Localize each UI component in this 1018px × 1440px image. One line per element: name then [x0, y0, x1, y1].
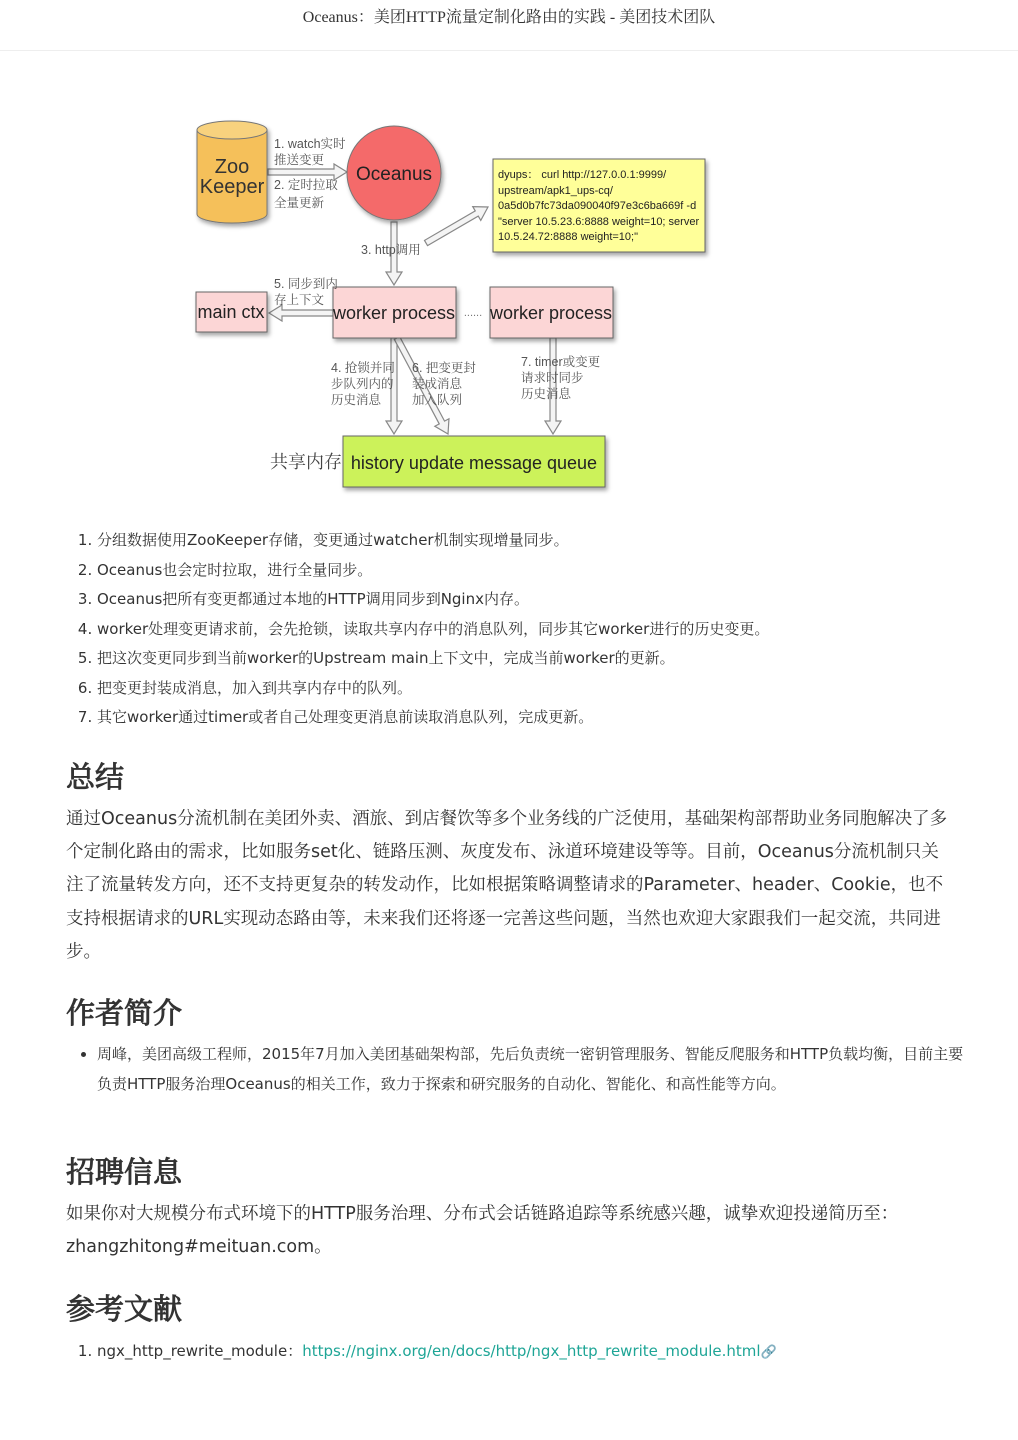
step-label: 历史消息	[521, 387, 572, 401]
worker-process-label: worker process	[489, 303, 613, 323]
architecture-diagram	[190, 110, 830, 500]
zookeeper-label: Keeper	[199, 176, 265, 198]
step-label: 装成消息	[412, 377, 463, 391]
step-label: 推送变更	[274, 153, 325, 167]
page-title: Oceanus：美团HTTP流量定制化路由的实践 - 美团技术团队	[302, 9, 716, 26]
step-label: 3. http调用	[361, 243, 421, 257]
reference-label: ngx_http_rewrite_module：	[97, 1342, 303, 1360]
author-list	[66, 1040, 977, 1099]
step-label: 2. 定时拉取	[274, 178, 338, 192]
summary-paragraph: 通过Oceanus分流机制在美团外卖、酒旅、到店餐饮等多个业务线的广泛使用，基础架构部帮助业务同胞解决了多个定制化路由的需求，比如服务set化、链路压测、灰度发布、泳道环境建设等等。目前，Oceanus分流机制只关注了流量转发方向，还不支持更复杂的转发动作，比如根据策略调整请求的Parameter、header、Cookie，也不支持根据请求的URL实现动态路由等，未来我们还将逐一完善这些问题，当然也欢迎大家跟我们一起交流，共同进步。	[66, 809, 948, 962]
dyups-line: 10.5.24.72:8888 weight=10;"	[498, 231, 638, 243]
worker-process-label: worker process	[332, 303, 456, 323]
step-label: 1. watch实时	[274, 137, 346, 151]
main-ctx-label: main ctx	[197, 302, 265, 322]
step-label: 6. 把变更封	[412, 361, 476, 375]
step-label: 4. 抢锁并同	[331, 361, 395, 375]
summary-heading: 总结	[66, 760, 125, 794]
dyups-line: dyups： curl http://127.0.0.1:9999/	[498, 169, 667, 181]
step-label: 5. 同步到内	[274, 277, 338, 291]
flow-arrow	[424, 207, 488, 246]
step-label: 请求时同步	[521, 371, 584, 385]
list-item: • 周峰，美团高级工程师，2015年7月加入美团基础架构部，先后负责统一密钥管理服务、智能反爬服务和HTTP负载均衡，目前主要负责HTTP服务治理Oceanus的相关工作，致力于探索和研究服务的自动化、智能化、和高性能等方向。	[97, 1040, 977, 1099]
ellipsis: ......	[463, 307, 483, 319]
step-label: 存上下文	[274, 293, 325, 307]
author-heading: 作者简介	[66, 996, 183, 1030]
flow-arrow	[545, 338, 561, 434]
dyups-line: "server 10.5.23.6:8888 weight=10; server	[498, 216, 700, 228]
step-label: 全量更新	[274, 196, 325, 210]
references-heading: 参考文献	[66, 1292, 183, 1326]
list-item: 6. 把变更封装成消息，加入到共享内存中的队列。	[97, 674, 769, 704]
process-steps-list	[66, 526, 769, 733]
step-label: 历史消息	[331, 393, 382, 407]
step-label: 步队列内的	[331, 377, 394, 391]
reference-link[interactable]: https://nginx.org/en/docs/http/ngx_http_rewrite_module.html	[302, 1342, 761, 1360]
message-queue-label: history update message queue	[350, 453, 598, 473]
references-list	[66, 1337, 777, 1367]
list-item: 3. Oceanus把所有变更都通过本地的HTTP调用同步到Nginx内存。	[97, 585, 769, 615]
shared-memory-label: 共享内存	[270, 452, 342, 472]
dyups-line: upstream/apk1_ups-cq/	[498, 185, 613, 197]
list-item: 5. 把这次变更同步到当前worker的Upstream main上下文中，完成当前worker的更新。	[97, 644, 769, 674]
flow-arrow	[269, 305, 333, 321]
list-item: 7. 其它worker通过timer或者自己处理变更消息前读取消息队列，完成更新。	[97, 703, 769, 733]
step-label: 加入队列	[412, 393, 463, 407]
hiring-heading: 招聘信息	[66, 1155, 183, 1189]
step-label: 7. timer或变更	[521, 355, 601, 369]
reference-item	[97, 1337, 777, 1367]
oceanus-label: Oceanus	[355, 164, 433, 185]
dyups-line: 0a5d0b7fc73da090040f97e3c6ba669f -d	[498, 200, 697, 212]
list-item: 4. worker处理变更请求前，会先抢锁，读取共享内存中的消息队列，同步其它worker进行的历史变更。	[97, 615, 769, 645]
hiring-paragraph: 如果你对大规模分布式环境下的HTTP服务治理、分布式会话链路追踪等系统感兴趣，诚挚欢迎投递简历至：zhangzhitong#meituan.com。	[66, 1204, 899, 1258]
zookeeper-label: Zoo	[214, 156, 250, 178]
link-icon: 🔗	[760, 1345, 777, 1360]
list-item: 1. 分组数据使用ZooKeeper存储，变更通过watcher机制实现增量同步。	[97, 526, 769, 556]
list-item: 2. Oceanus也会定时拉取，进行全量同步。	[97, 556, 769, 586]
page-header	[0, 0, 1018, 51]
